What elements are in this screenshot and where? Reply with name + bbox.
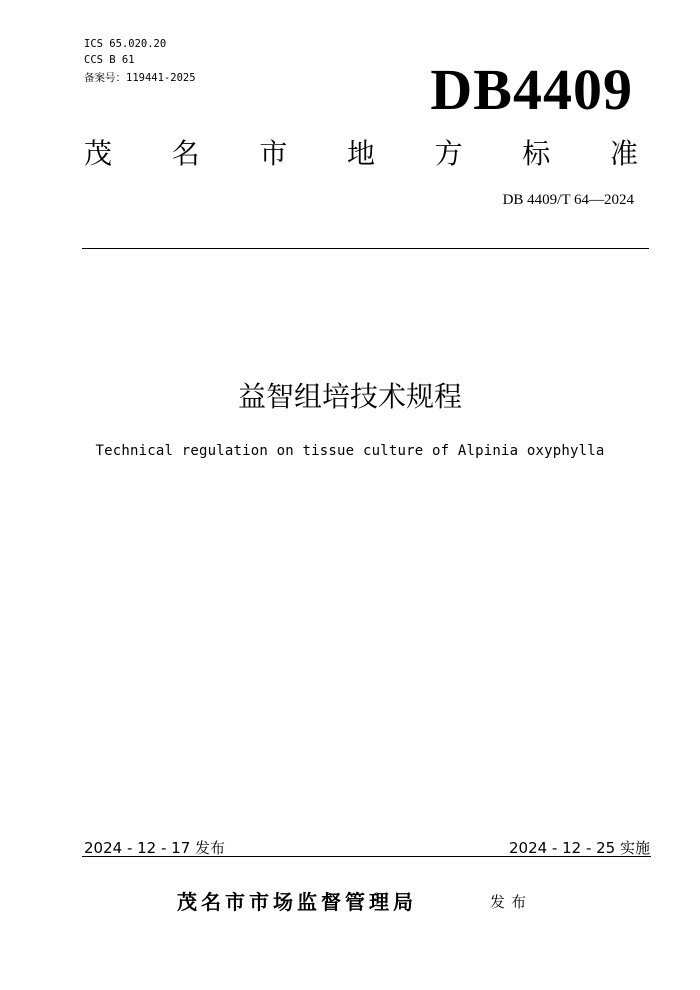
implementation-date: 2024 - 12 - 25 实施 (508, 839, 650, 857)
issuing-authority: 茂名市市场监督管理局 (177, 890, 417, 914)
header-divider (82, 248, 649, 249)
filing-number: 备案号：119441-2025 (84, 72, 196, 84)
standard-category-title (84, 136, 638, 172)
title-char: 名 (171, 137, 200, 170)
footer-divider (82, 856, 651, 857)
document-title-cn: 益智组培技术规程 (237, 380, 462, 413)
standard-code-logo: DB4409 (430, 57, 633, 122)
publish-label: 发布 (490, 893, 533, 911)
issue-date: 2024 - 12 - 17 发布 (84, 839, 226, 857)
title-char: 方 (434, 137, 463, 170)
title-char: 地 (346, 137, 375, 170)
title-char: 市 (259, 137, 288, 170)
standard-number: DB 4409/T 64—2024 (502, 192, 634, 208)
document-title-en: Technical regulation on tissue culture of Alpinia oxyphylla (95, 443, 605, 459)
ics-code: ICS 65.020.20 (84, 38, 167, 50)
ccs-code: CCS B 61 (84, 54, 135, 66)
title-char: 标 (522, 137, 551, 170)
title-char: 茂 (84, 137, 113, 170)
title-char: 准 (609, 137, 638, 170)
